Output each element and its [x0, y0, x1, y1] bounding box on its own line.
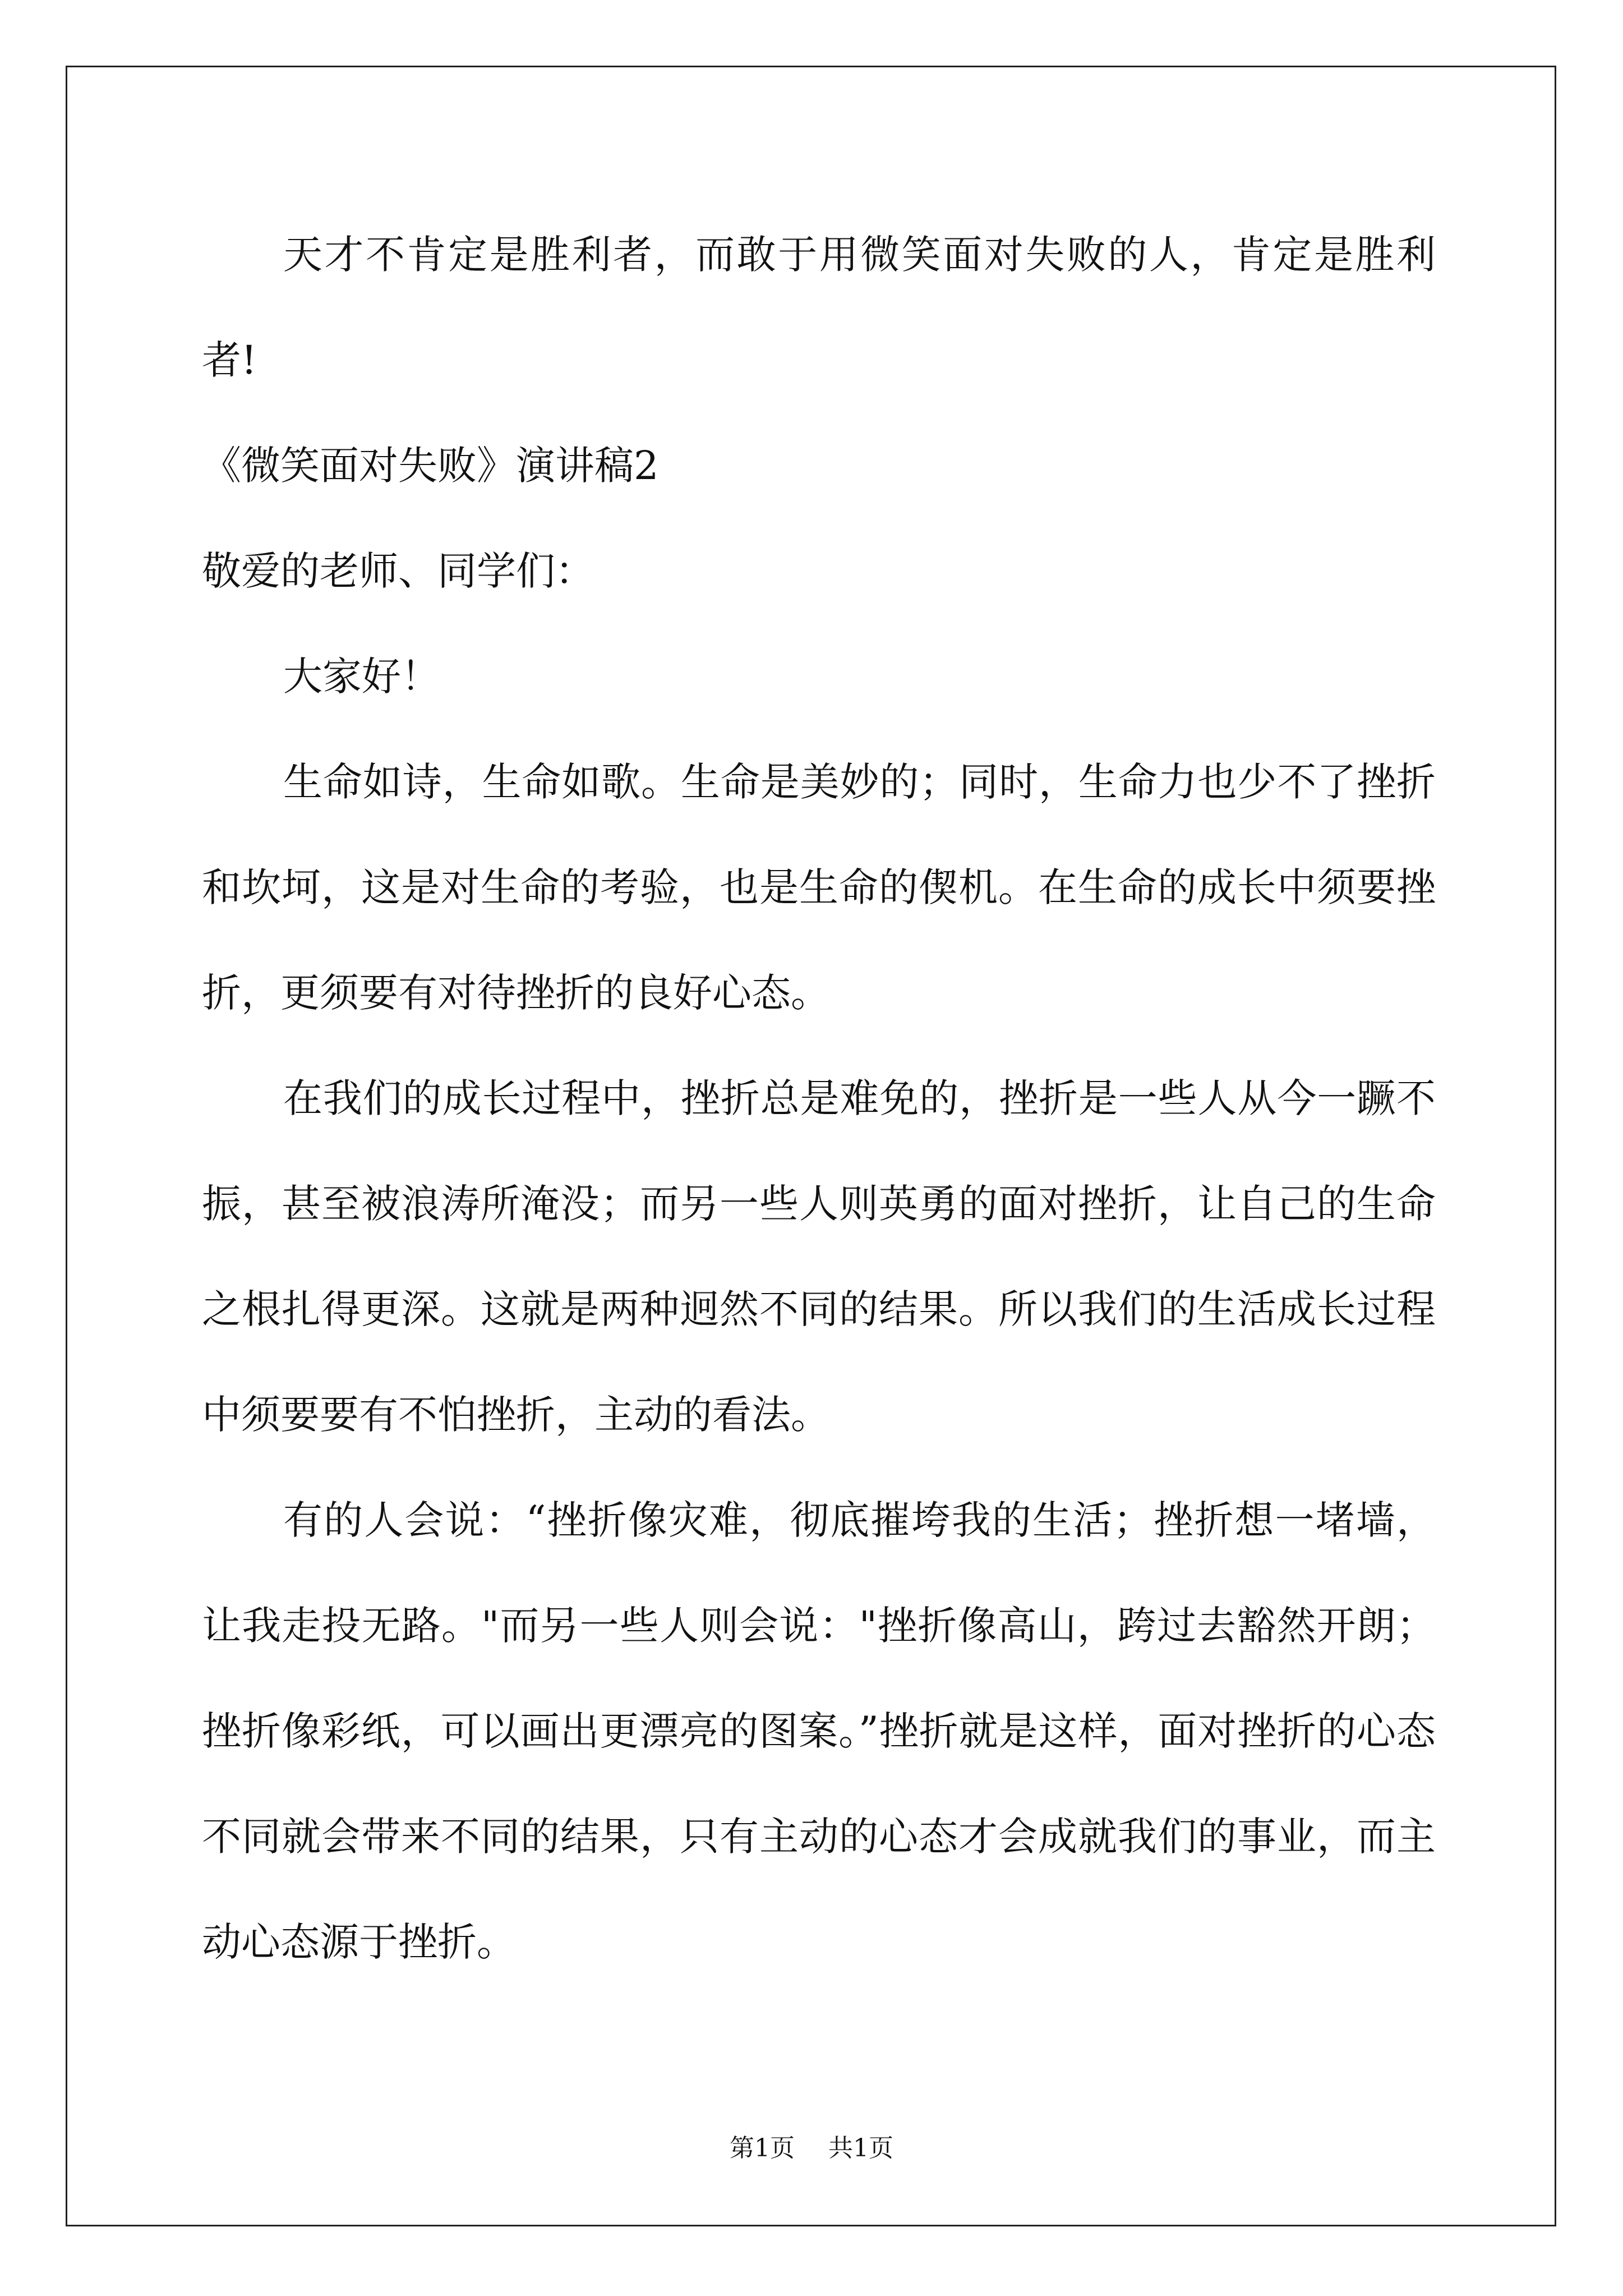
page-number: 第1页: [730, 2134, 795, 2162]
page-footer: [0, 2132, 1623, 2165]
paragraph-life: 生命如诗，生命如歌。生命是美妙的；同时，生命力也少不了挫折和坎坷，这是对生命的考验，也是生命的偰机。在生命的成长中须要挫折，更须要有对待挫折的良好心态。: [202, 759, 1436, 1016]
speech-title: 《微笑面对失败》演讲稿2: [202, 443, 659, 489]
salutation: 敬爱的老师、同学们：: [202, 548, 594, 594]
paragraph-growth: 在我们的成长过程中，挫折总是难免的，挫折是一些人从今一蹶不振，甚至被浪涛所淹没；而另一些人则英勇的面对挫折，让自己的生命之根扎得更深。这就是两种迥然不同的结果。所以我们的生活成长过程中须要要有不怕挫折，主动的看法。: [202, 1075, 1436, 1438]
document-body: [202, 202, 1436, 1995]
page-total: 共1页: [828, 2134, 893, 2162]
paragraph-attitude: 有的人会说：“挫折像灾难，彻底摧垮我的生活；挫折想一堵墙，让我走投无路。"而另一些人则会说："挫折像高山，跨过去豁然开朗；挫折像彩纸，可以画出更漂亮的图案。”挫折就是这样，面对挫折的心态不同就会带来不同的结果，只有主动的心态才会成就我们的事业，而主动心态源于挫折。: [202, 1497, 1436, 1965]
paragraph-conclusion: 天才不肯定是胜利者，而敢于用微笑面对失败的人，肯定是胜利者!: [202, 232, 1436, 383]
greeting: 大家好！: [283, 654, 440, 700]
